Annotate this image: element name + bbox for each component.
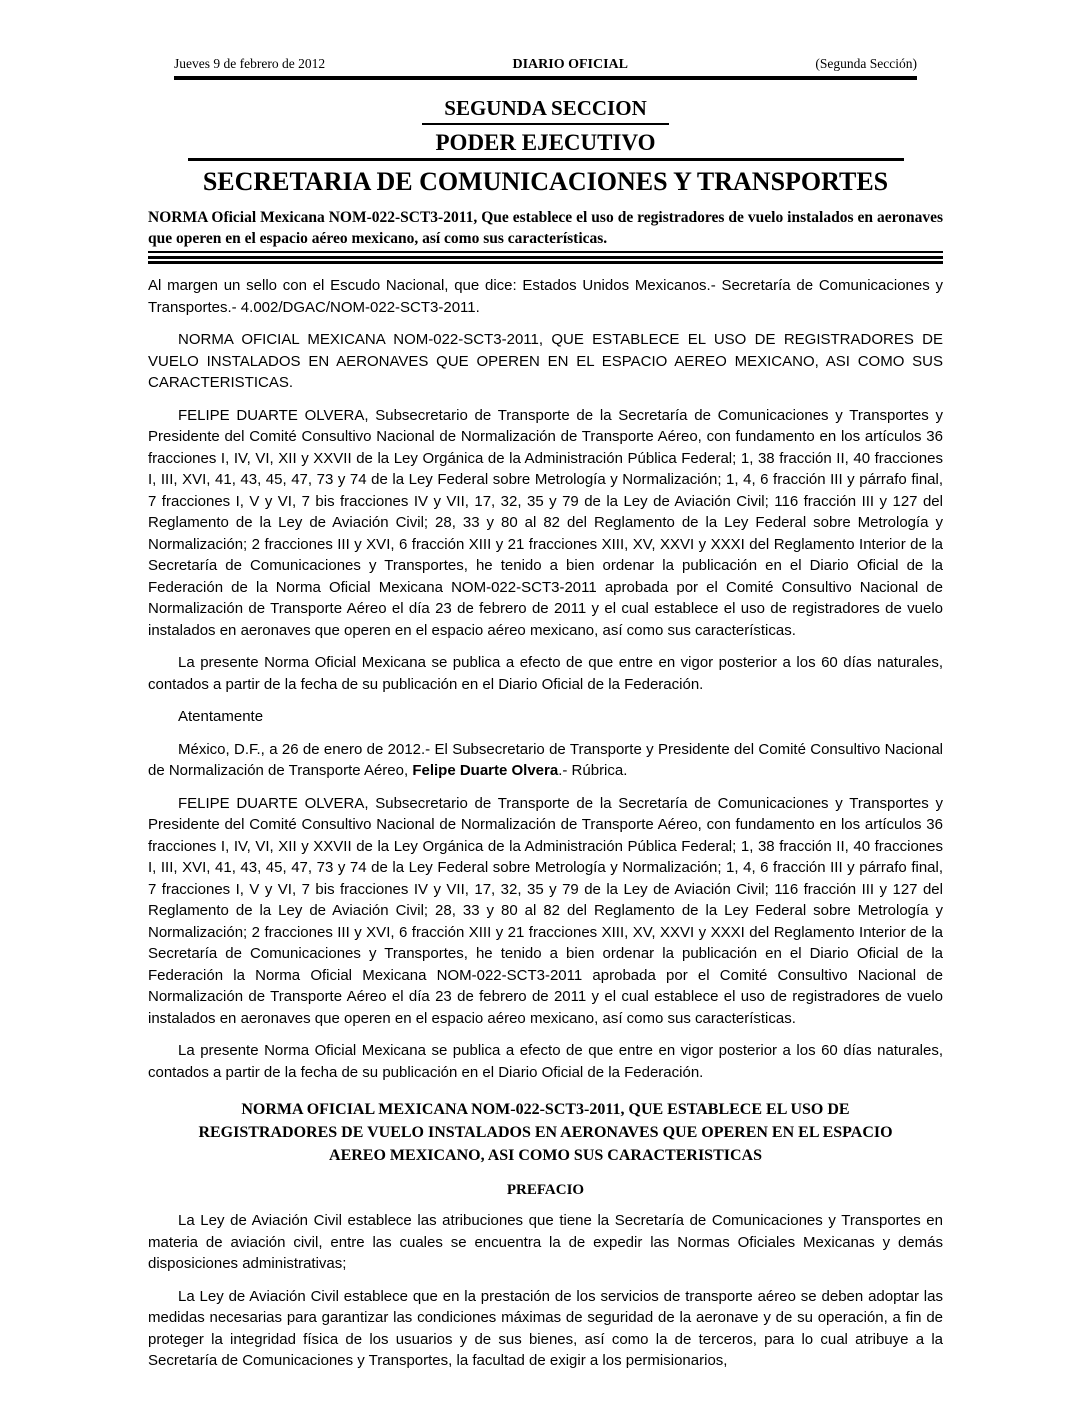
paragraph-la-presente-1: La presente Norma Oficial Mexicana se publica a efecto de que entre en vigor posterior a los 60 días naturales, contados a partir de la fecha de su publicación en el Diario Oficial de la Federación. <box>148 654 943 693</box>
section-heading-text: SEGUNDA SECCION <box>422 96 668 125</box>
paragraph-ley-aviacion-2: La Ley de Aviación Civil establece que en la prestación de los servicios de transporte aéreo se deben adoptar las medidas necesarias para garantizar las condiciones máximas de seguridad de la aeronave y de su operación, a fin de proteger la integridad física de los usuarios y de sus bienes, así como la de terceros, para lo cual atribuye a la Secretaría de Comunicaciones y Transportes, la facultad de exigir a los permisionarios, <box>148 1287 943 1369</box>
paragraph-felipe-duarte-2: FELIPE DUARTE OLVERA, Subsecretario de Transporte de la Secretaría de Comunicaciones y Transportes y Presidente del Comité Consultivo Nacional de Normalización de Transporte Aéreo, con fundamento en los artículos 36 fracciones I, IV, VI, XII y XXVII de la Ley Orgánica de la Administración Pública Federal; 1, 38 fracción II, 40 fracciones I, III, XVI, 41, 43, 45, 47, 73 y 74 de la Ley Federal sobre Metrología y Normalización; 1, 4, 6 fracción III y párrafo final, 7 fracciones I, V y VI, 7 bis fracciones IV y VII, 17, 32, 35 y 79 de la Ley de Aviación Civil; 116 fracción III y 127 del Reglamento de la Ley de Aviación Civil; 28, 33 y 80 al 82 del Reglamento de la Ley Federal sobre Metrología y Normalización; 2 fracciones III y XVI, 6 fracción XIII y 21 fracciones XIII, XV, XXVI y XXXI del Reglamento Interior de la Secretaría de Comunicaciones y Transportes, he tenido a bien ordenar la publicación en el Diario Oficial de la Federación la Norma Oficial Mexicana NOM-022-SCT3-2011 aprobada por el Comité Consultivo Nacional de Normalización de Transporte Aéreo el día 23 de febrero de 2011 y el cual establece el uso de registradores de vuelo instalados en aeronaves que operen en el espacio aéreo mexicano, así como sus características. <box>148 794 943 1027</box>
header-date: Jueves 9 de febrero de 2012 <box>174 56 326 71</box>
paragraph-norma-caps: NORMA OFICIAL MEXICANA NOM-022-SCT3-2011, QUE ESTABLECE EL USO DE REGISTRADORES DE VUELO INSTALADOS EN AERONAVES QUE OPEREN EN EL ESPACIO AEREO MEXICANO, ASI COMO SUS CARACTERISTICAS. <box>148 331 943 391</box>
header-section-label: (Segunda Sección) <box>815 56 917 71</box>
paragraph-la-presente-2: La presente Norma Oficial Mexicana se publica a efecto de que entre en vigor posterior a los 60 días naturales, contados a partir de la fecha de su publicación en el Diario Oficial de la Federación. <box>148 1042 943 1081</box>
paragraph-felipe-duarte-1: FELIPE DUARTE OLVERA, Subsecretario de Transporte de la Secretaría de Comunicaciones y Transportes y Presidente del Comité Consultivo Nacional de Normalización de Transporte Aéreo, con fundamento en los artículos 36 fracciones I, IV, VI, XII y XXVII de la Ley Orgánica de la Administración Pública Federal; 1, 38 fracción II, 40 fracciones I, III, XVI, 41, 43, 45, 47, 73 y 74 de la Ley Federal sobre Metrología y Normalización; 1, 4, 6 fracción III y párrafo final, 7 fracciones I, V y VI, 7 bis fracciones IV y VII, 17, 32, 35 y 79 de la Ley de Aviación Civil; 116 fracción III y 127 del Reglamento de la Ley de Aviación Civil; 28, 33 y 80 al 82 del Reglamento de la Ley Federal sobre Metrología y Normalización; 2 fracciones III y XVI, 6 fracción XIII y 21 fracciones XIII, XV, XXVI y XXXI del Reglamento Interior de la Secretaría de Comunicaciones y Transportes, he tenido a bien ordenar la publicación en el Diario Oficial de la Federación de la Norma Oficial Mexicana NOM-022-SCT3-2011 aprobada por el Comité Consultivo Nacional de Normalización de Transporte Aéreo el día 23 de febrero de 2011 y el cual establece el uso de registradores de vuelo instalados en aeronaves que operen en el espacio aéreo mexicano, así como sus características. <box>148 406 943 639</box>
norm-heading-centered: NORMA OFICIAL MEXICANA NOM-022-SCT3-2011, QUE ESTABLECE EL USO DE REGISTRADORES DE VUELO INSTALADOS EN AERONAVES QUE OPEREN EN EL ESPACIO AEREO MEXICANO, ASI COMO SUS CARACTERISTICAS <box>198 1101 893 1164</box>
paragraph-atentamente: Atentamente <box>178 708 264 725</box>
double-rule-divider <box>148 256 943 264</box>
branch-heading: PODER EJECUTIVO <box>435 130 656 155</box>
prefacio-heading: PREFACIO <box>506 1182 585 1198</box>
header-journal-title: DIARIO OFICIAL <box>512 57 628 72</box>
norm-title: NORMA Oficial Mexicana NOM-022-SCT3-2011, Que establece el uso de registradores de vuelo instalados en aeronaves que operen en el espacio aéreo mexicano, así como sus características. <box>148 207 943 253</box>
section-heading <box>148 96 943 125</box>
agency-heading: SECRETARIA DE COMUNICACIONES Y TRANSPORTES <box>202 167 889 196</box>
paragraph-mexico-df-firma: México, D.F., a 26 de enero de 2012.- El Subsecretario de Transporte y Presidente del Comité Consultivo Nacional de Normalización de Transporte Aéreo, Felipe Duarte Olvera.- Rúbrica. <box>148 740 943 779</box>
page-header <box>174 56 917 80</box>
paragraph-al-margen: Al margen un sello con el Escudo Nacional, que dice: Estados Unidos Mexicanos.- Secretaría de Comunicaciones y Transportes.- 4.002/DGAC/NOM-022-SCT3-2011. <box>148 277 943 316</box>
paragraph-ley-aviacion-1: La Ley de Aviación Civil establece las atribuciones que tiene la Secretaría de Comunicaciones y Transportes en materia de aviación civil, entre las cuales se encuentra la de expedir las Normas Oficiales Mexicanas y demás disposiciones administrativas; <box>148 1212 943 1272</box>
branch-heading-rule <box>188 158 904 161</box>
